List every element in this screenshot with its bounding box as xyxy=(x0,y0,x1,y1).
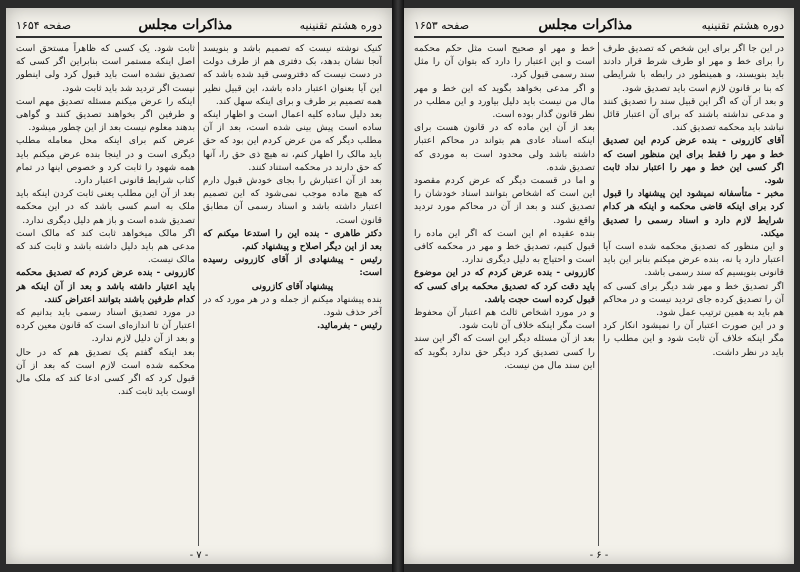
right-page-number: - ۶ - xyxy=(589,550,609,561)
paragraph: کنیک نوشته نیست که تصمیم باشد و بنویسد آنجا نشان بدهد، بک دفتری هم از طرف دولت در دست نیست که دفتروسی قید شده باشد که این آیا بعنوان اعتبار داده باشد، این قبیل نظیر همه تصمیم بر طرف و برای اینکه سهل کند. xyxy=(203,43,382,107)
right-page xyxy=(404,8,794,564)
left-page-col-left xyxy=(16,42,195,546)
right-page-label: صفحه ۱۶۵۳ xyxy=(414,18,470,32)
left-page-columns xyxy=(16,42,382,546)
speaker-line: رئیس - پیشنهادی از آقای کازرونی رسیده است: xyxy=(203,254,382,279)
paragraph: و بعد از آن که اگر این قبیل سند را تصدیق کنند و مدعی نداشته باشند که برای آن اعتبار قائل نباشد باید محکمه تصدیق کند. xyxy=(603,95,784,134)
book-gutter xyxy=(392,0,404,572)
right-session-label: دوره هشتم تقنینیه xyxy=(701,18,784,32)
paragraph: ثابت شود. یک کسی که ظاهراً مستحق است اصل اینکه مستمر است بنابراین اگر کسی که تصدیق نشده است باید قبول کرد ولی اینطور نیست اگر تردید شد باید ثابت شود. xyxy=(16,43,195,94)
left-page-col-right xyxy=(203,42,382,546)
speaker-line: رئیس - بفرمائید. xyxy=(316,320,382,332)
paragraph: بنده عقیده ام این است که اگر این ماده را قبول کنیم، تصدیق خط و مهر در محکمه کافی است و احتیاج به دلیل دیگری ندارد. xyxy=(414,227,595,266)
right-page-header xyxy=(414,14,784,38)
paragraph: در این جا اگر برای این شخص که تصدیق طرف را برای خط و مهر او طرف شرط قرار دادند باید بنویسند، و همینطور در رابطه با شرایطی که بنا بر قانون لازم است باید تصدیق شود. xyxy=(603,43,784,94)
right-page-col-left xyxy=(414,42,595,546)
speaker-line: کازرونی - بنده عرض کردم که تصدیق محکمه باید اعتبار داشته باشد و بعد از آن اینکه هر کدام طرفین باشند بتوانند اعتراض کنند. xyxy=(16,267,195,305)
left-page xyxy=(6,8,393,564)
paragraph: و اگر مدعی بخواهد بگوید که این خط و مهر مال من نیست باید دلیل بیاورد و این مطلب در نظر قانون گذار بوده است. xyxy=(414,82,595,121)
paragraph: بعد از آن مسئله دیگر این است که اگر این سند را کسی تصدیق کرد دیگر حق ندارد بگوید که این سند مال من نیست. xyxy=(414,333,595,371)
left-page-title: مذاکرات مجلس xyxy=(138,17,233,33)
paragraph: اگر تصدیق خط و مهر شد دیگر برای کسی که آن را تصدیق کرده جای تردید نیست و در محاکم هم باید به همین ترتیب عمل شود. xyxy=(603,280,784,319)
left-page-header xyxy=(16,14,382,38)
paragraph: بعد اینکه گفتم یک تصدیق هم که در حال محکمه شده است لازم است که بعد از آن قبول کرد که اگر کسی ادعا کند که ملک مال اوست باید ثابت کند. xyxy=(16,346,195,398)
paragraph: و این منظور که تصدیق محکمه شده است آیا اعتبار دارد یا نه، بنده عرض میکنم بنابر این باید قانونی بنویسیم که سند رسمی باشد. xyxy=(603,241,784,279)
paragraph: اگر مالک میخواهد ثابت کند که مالک است مدعی هم باید دلیل داشته باشد و ثابت کند که مالک نیست. xyxy=(16,227,195,266)
paragraph: اینکه را عرض میکنم مسئله تصدیق مهم است و طرفین اگر بخواهند تصدیق کنند و گواهی بدهند معلوم نیست بعد از این چطور میشود. xyxy=(16,95,195,134)
right-page-title: مذاکرات مجلس xyxy=(538,17,633,33)
speaker-line: دکتر طاهری - بنده این را استدعا میکنم که بعد از این دیگر اصلاح و پیشنهاد کنم. xyxy=(203,227,382,253)
paragraph: بنده پیشنهاد میکنم از جمله و در هر مورد که در آخر حذف شود. xyxy=(203,293,382,319)
paragraph: عرض کنم برای اینکه محل معامله مطلب دیگری است و در اینجا بنده عرض میکنم باید همه شهود را ثابت کرد و خصوص اینها در تمام کتاب شرایط قانونی اعتبار دارد. xyxy=(16,135,195,187)
paragraph: بعد دلیل ساده کلیه اعمال است و اظهار اینکه ساده است پیش بینی شده است، بعد از آن مطلب دیگر که من عرض کردم این بود که حق باید مالک را اظهار کنم، نه هیچ ذی حق را، آنها که حق دارند در محکمه استناد کنند. xyxy=(203,109,382,173)
paragraph: خط و مهر او صحیح است مثل حکم محکمه است و این اعتبار را دارد که بتوان آن را مثل سند رسمی قبول کرد. xyxy=(414,43,595,81)
paragraph: بعد از آن اعتبارش را بجای خودش قبول دارم که هیچ ماده موجب نمی‌شود که این تصمیم اعتبار داشته باشد و اسناد رسمی آن مطابق قانون است. xyxy=(203,175,382,226)
left-session-label: دوره هشتم تقنینیه xyxy=(299,18,382,32)
speaker-line: مخبر - متأسفانه نمیشود این پیشنهاد را قبول کرد برای اینکه قاضی محکمه و اینکه هر کدام شرایط لازم دارد و اسناد رسمی را تصدیق میکند. xyxy=(603,188,784,239)
paragraph: و در مورد اشخاص ثالث هم اعتبار آن محفوظ است مگر اینکه خلاف آن ثابت شود. xyxy=(414,307,595,332)
left-page-number: - ۷ - xyxy=(189,550,209,561)
speaker-line: آقای کازرونی - بنده عرض کردم این تصدیق خط و مهر را فقط برای این منظور است که اگر کسی این خط و مهر را اعتبار نداد ثابت شود. xyxy=(603,135,784,187)
paragraph: و در این صورت اعتبار آن را نمیشود انکار کرد مگر اینکه خلاف آن ثابت شود و این مطلب را باید در نظر داشت. xyxy=(603,320,784,358)
paragraph: بعد از آن این ماده که در قانون هست برای اینکه اسناد عادی هم بتواند در محاکم اعتبار داشته باشد ولی محدود است به موردی که تصدیق شده. xyxy=(414,122,595,173)
section-heading: پیشنهاد آقای کازرونی xyxy=(251,280,334,292)
left-page-label: صفحه ۱۶۵۴ xyxy=(16,18,72,32)
paragraph: و اما در قسمت دیگر که عرض کردم مقصود این است که اشخاص بتوانند اسناد خودشان را تصدیق کنند و بعد از آن در محاکم مورد تردید واقع نشود. xyxy=(414,175,595,226)
right-page-col-right xyxy=(603,42,784,546)
paragraph: در مورد تصدیق اسناد رسمی باید بدانیم که اعتبار آن تا اندازه‌ای است که قانون معین کرده و بعد از آن دلیل لازم ندارد. xyxy=(16,307,195,345)
speaker-line: کازرونی - بنده عرض کردم که در این موضوع باید دقت کرد که تصدیق محکمه برای کسی که قبول کرده است حجت باشد. xyxy=(414,267,595,305)
paragraph: بعد از آن این مطلب یعنی ثابت کردن اینکه باید ملک به اسم کسی باشد که در این محکمه تصدیق شده است و باز هم دلیل دیگری ندارد. xyxy=(16,188,195,226)
right-page-columns xyxy=(414,42,784,546)
